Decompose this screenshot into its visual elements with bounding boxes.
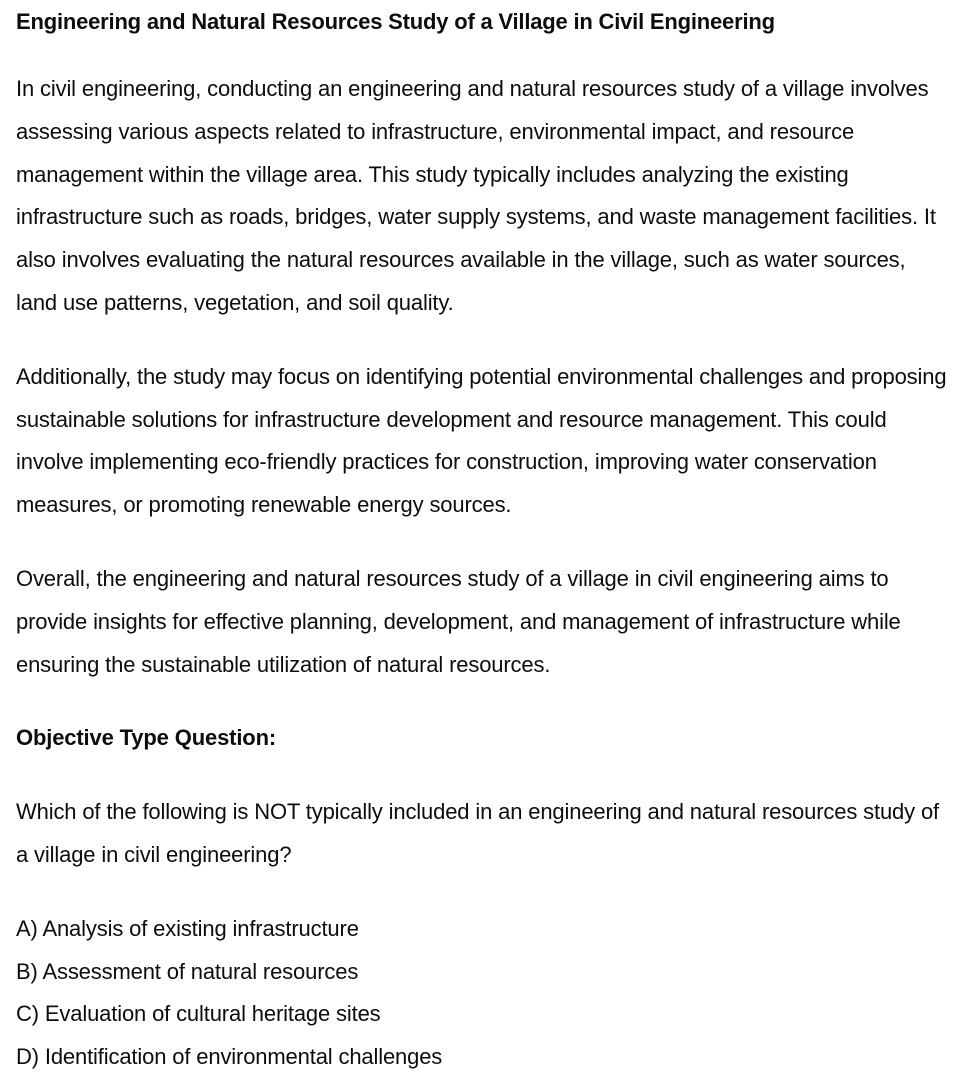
option-c: C) Evaluation of cultural heritage sites — [16, 1001, 381, 1027]
question-text: Which of the following is NOT typically included in an engineering and natural resources study of a village in civil engineering? — [16, 799, 939, 867]
option-a: A) Analysis of existing infrastructure — [16, 915, 359, 941]
document-title: Engineering and Natural Resources Study of a Village in Civil Engineering — [16, 9, 775, 34]
paragraph-additional: Additionally, the study may focus on identifying potential environmental challenges and proposing sustainable solutions for infrastructure development and resource management. This could involve implementing eco-friendly practices for construction, improving water conservation measures, or promoting renewable energy sources. — [16, 363, 947, 518]
question-heading: Objective Type Question: — [16, 725, 277, 751]
option-b: B) Assessment of natural resources — [16, 958, 359, 984]
paragraph-intro: In civil engineering, conducting an engineering and natural resources study of a village involves assessing various aspects related to infrastructure, environmental impact, and resource management within the village area. This study typically includes analyzing the existing infrastructure such as roads, bridges, water supply systems, and waste management facilities. It also involves evaluating the natural resources available in the village, such as water sources, land use patterns, vegetation, and soil quality. — [16, 76, 936, 315]
option-d: D) Identification of environmental challenges — [16, 1044, 443, 1070]
answer-options — [16, 908, 952, 1079]
paragraph-overall: Overall, the engineering and natural resources study of a village in civil engineering aims to provide insights for effective planning, development, and management of infrastructure while ensuring the sustainable utilization of natural resources. — [16, 565, 901, 677]
